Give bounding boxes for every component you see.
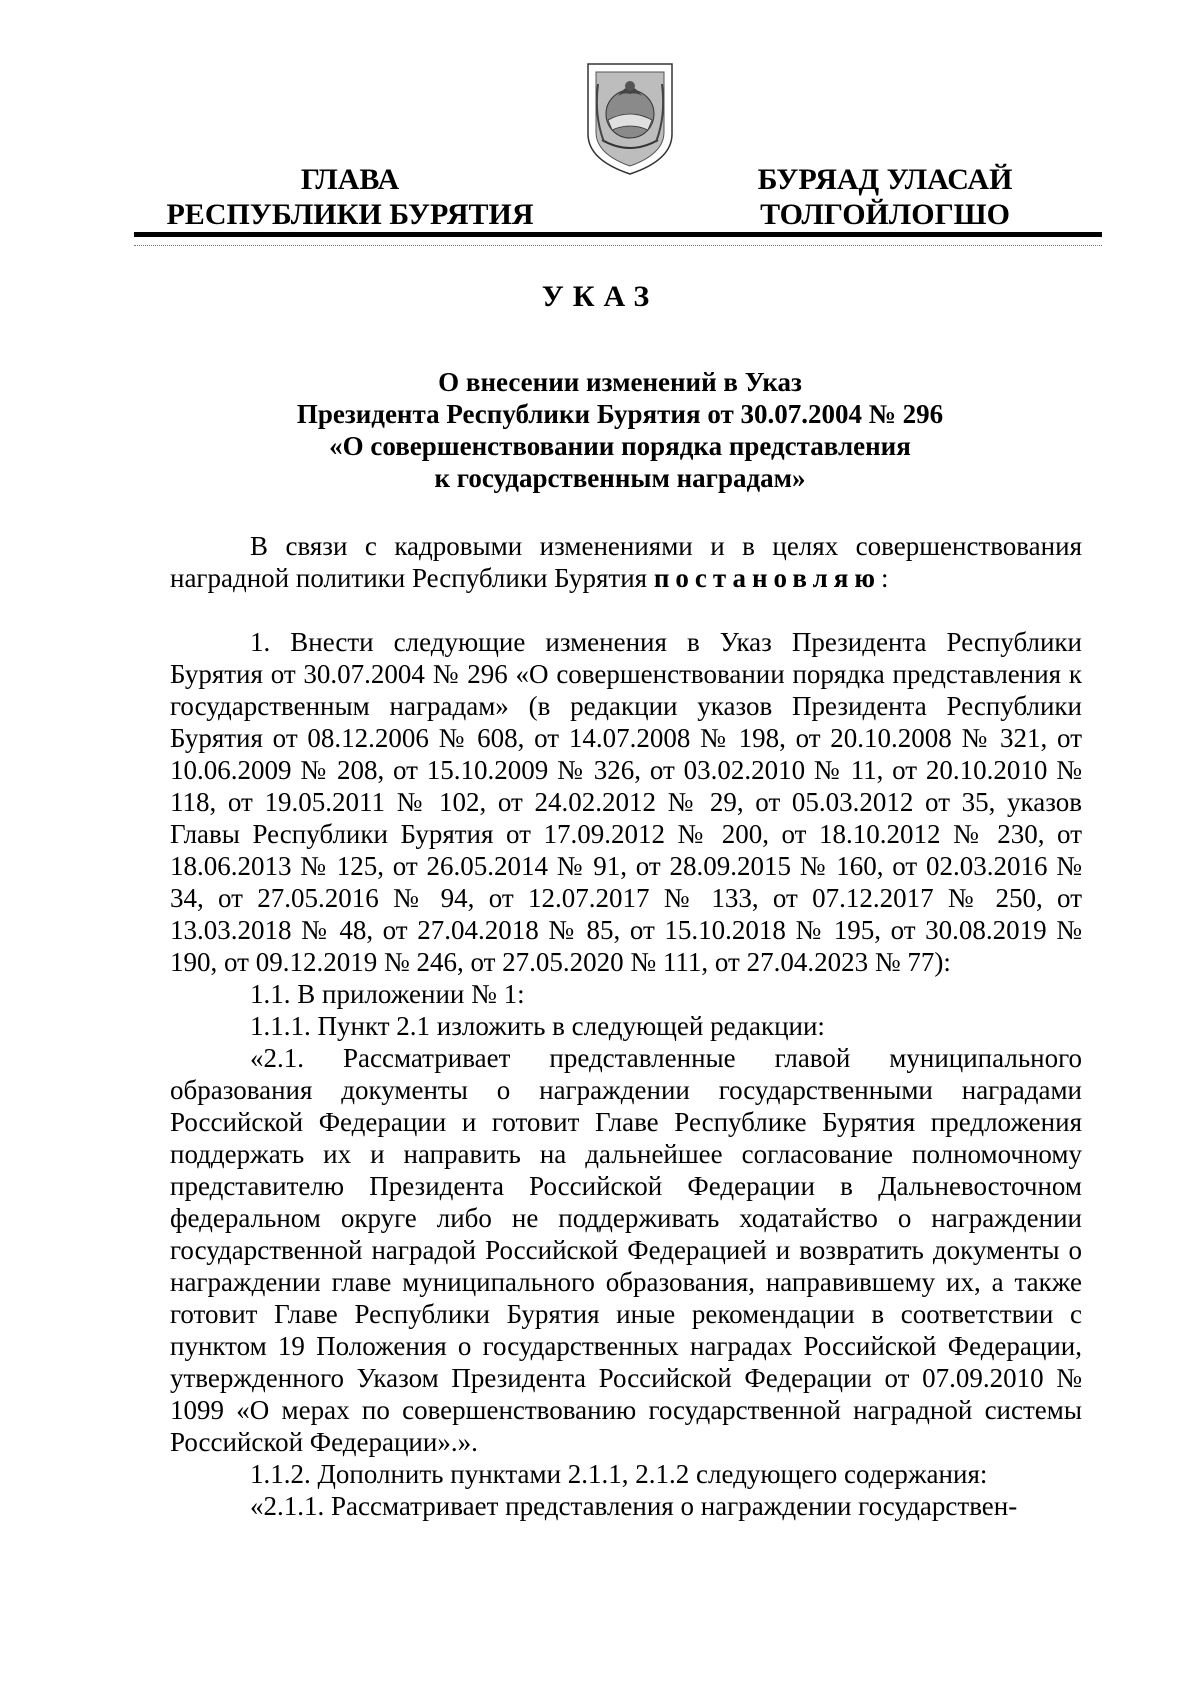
title-line1: О внесении изменений в Указ [438,367,802,397]
header-right-line1: БУРЯАД УЛАСАЙ [757,163,1013,196]
coat-of-arms-icon [582,56,678,178]
title-line3: «О совершенствовании порядка представления [329,431,911,461]
header-right [700,162,1070,232]
paragraph-1-1-2: 1.1.2. Дополнить пунктами 2.1.1, 2.1.2 следующего содержания: [250,1459,988,1489]
header-divider-thick [134,232,1102,237]
preamble-paragraph [170,530,1082,594]
decree-word: постановляю [653,563,881,593]
document-type: УКАЗ [541,280,659,313]
header-divider-thin [134,245,1102,246]
paragraph-1-1: 1.1. В приложении № 1: [250,979,525,1009]
preamble-end: : [880,563,889,593]
title-line4: к государственным наградам» [434,463,806,493]
paragraph-1-1-1: 1.1.1. Пункт 2.1 изложить в следующей редакции: [250,1011,825,1041]
document-title [170,366,1070,494]
preamble-text: В связи с кадровыми изменениями и в целях совершенствования наградной политики Республики Бурятия [170,531,1082,593]
paragraph-1: 1. Внести следующие изменения в Указ Президента Республики Бурятия от 30.07.2004 № 296 «О совершенствовании порядка представления к государственным наградам» (в редакции указов Президента Республики Бурятия от 08.12.2006 № 608, от 14.07.2008 № 198, от 20.10.2008 № 321, от 10.06.2009 № 208, от 15.10.2009 № 326, от 03.02.2010 № 11, от 20.10.2010 № 118, от 19.05.2011 № 102, от 24.02.2012 № 29, от 05.03.2012 от 35, указов Главы Республики Бурятия от 17.09.2012 № 200, от 18.10.2012 № 230, от 18.06.2013 № 125, от 26.05.2014 № 91, от 28.09.2015 № 160, от 02.03.2016 № 34, от 27.05.2016 № 94, от 12.07.2017 № 133, от 07.12.2017 № 250, от 13.03.2018 № 48, от 27.04.2018 № 85, от 15.10.2018 № 195, от 30.08.2019 № 190, от 09.12.2019 № 246, от 27.05.2020 № 111, от 27.04.2023 № 77): [170,627,1082,977]
paragraph-2-1-quote: «2.1. Рассматривает представленные главой муниципального образования документы о награждении государственными наградами Российской Федерации и готовит Главе Республике Бурятия предложения поддержать их и направить на дальнейшее согласование полномочному представителю Президента Российской Федерации в Дальневосточном федеральном округе либо не поддерживать ходатайство о награждении государственной наградой Российской Федерацией и возвратить документы о награждении главе муниципального образования, направившему их, а также готовит Главе Республики Бурятия иные рекомендации в соответствии с пунктом 19 Положения о государственных наградах Российской Федерации, утвержденного Указом Президента Российской Федерации от 07.09.2010 № 1099 «О мерах по совершенствованию государственной наградной системы Российской Федерации».». [170,1043,1082,1457]
title-line2: Президента Республики Бурятия от 30.07.2004 № 296 [296,399,944,429]
header-left-line1: ГЛАВА [300,163,400,196]
header-left-line2: РЕСПУБЛИКИ БУРЯТИЯ [166,198,534,231]
header-right-line2: ТОЛГОЙЛОГШО [760,198,1010,231]
header-left [130,162,570,232]
document-body [170,530,1082,1522]
paragraph-2-1-1-quote: «2.1.1. Рассматривает представления о награждении государствен- [250,1491,1018,1521]
